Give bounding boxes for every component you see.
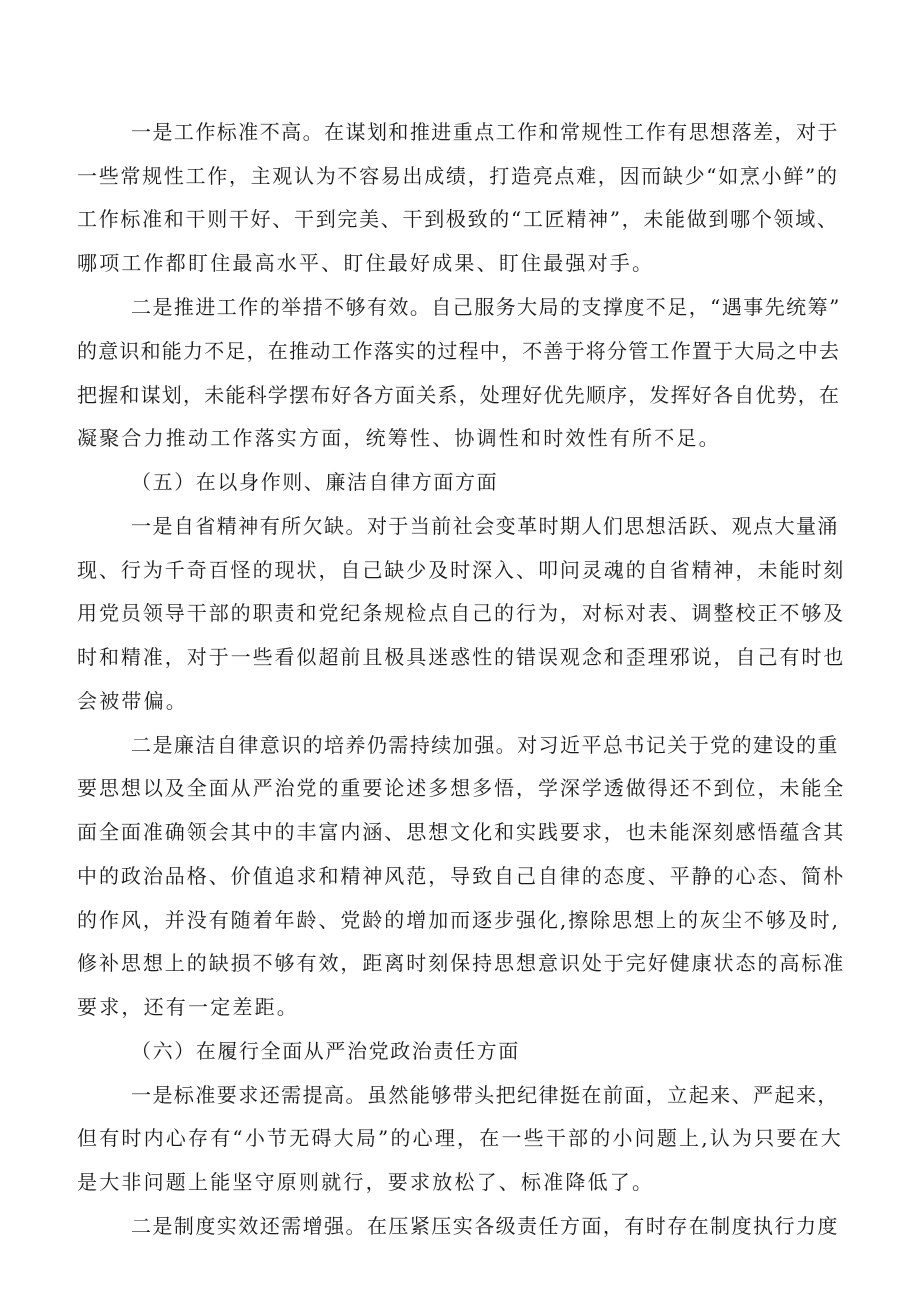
paragraph-3-line-4: 时和精准，对于一些看似超前且极具迷惑性的错误观念和歪理邪说，自己有时也 (77, 645, 846, 669)
paragraph-5-line-2: 但有时内心存有“小节无碍大局”的心理，在一些干部的小问题上,认为只要在大 (77, 1126, 844, 1150)
paragraph-2-line-4: 凝聚合力推动工作落实方面，统筹性、协调性和时效性有所不足。 (77, 426, 721, 450)
section-heading-5: （五）在以身作则、廉洁自律方面方面 (131, 470, 499, 494)
paragraph-2-line-3: 把握和谋划，未能科学摆布好各方面关系，处理好优先顺序，发挥好各自优势，在 (77, 383, 841, 407)
paragraph-1-line-2: 一些常规性工作，主观认为不容易出成绩，打造亮点难，因而缺少“如烹小鲜”的 (77, 164, 839, 188)
paragraph-1-line-4: 哪项工作都盯住最高水平、盯住最好成果、盯住最强对手。 (77, 251, 655, 275)
paragraph-3-line-2: 现、行为千奇百怪的现状，自己缺少及时深入、叩问灵魂的自省精神，未能时刻 (77, 558, 846, 582)
paragraph-3-line-5: 会被带偏。 (77, 689, 188, 713)
paragraph-5-line-3: 是大非问题上能坚守原则就行，要求放松了、标准降低了。 (77, 1170, 655, 1194)
paragraph-1-line-1: 一是工作标准不高。在谋划和推进重点工作和常规性工作有思想落差，对于 (131, 120, 839, 144)
paragraph-2-line-1: 二是推进工作的举措不够有效。自己服务大局的支撑度不足，“遇事先统筹” (131, 295, 841, 319)
paragraph-5-line-1: 一是标准要求还需提高。虽然能够带头把纪律挺在前面，立起来、严起来， (131, 1083, 839, 1107)
paragraph-4-line-3: 面全面准确领会其中的丰富内涵、思想文化和实践要求，也未能深刻感悟蕴含其 (77, 820, 846, 844)
paragraph-4-line-6: 修补思想上的缺损不够有效，距离时刻保持思想意识处于完好健康状态的高标准 (77, 951, 846, 975)
section-heading-6: （六）在履行全面从严治党政治责任方面 (131, 1039, 520, 1063)
paragraph-4-line-5: 的作风，并没有随着年龄、党龄的增加而逐步强化,擦除思想上的灰尘不够及时, (77, 908, 840, 932)
paragraph-1-line-3: 工作标准和干则干好、干到完美、干到极致的“工匠精神”，未能做到哪个领域、 (77, 207, 839, 231)
paragraph-4-line-7: 要求，还有一定差距。 (77, 995, 299, 1019)
paragraph-4-line-1: 二是廉洁自律意识的培养仍需持续加强。对习近平总书记关于党的建设的重 (131, 733, 839, 757)
paragraph-3-line-1: 一是自省精神有所欠缺。对于当前社会变革时期人们思想活跃、观点大量涌 (131, 514, 839, 538)
paragraph-4-line-2: 要思想以及全面从严治党的重要论述多想多悟，学深学透做得还不到位，未能全 (77, 776, 846, 800)
paragraph-4-line-4: 中的政治品格、价值追求和精神风范，导致自己自律的态度、平静的心态、简朴 (77, 864, 846, 888)
paragraph-3-line-3: 用党员领导干部的职责和党纪条规检点自己的行为，对标对表、调整校正不够及 (77, 601, 846, 625)
paragraph-6-line-1: 二是制度实效还需增强。在压紧压实各级责任方面，有时存在制度执行力度 (131, 1214, 839, 1238)
paragraph-2-line-2: 的意识和能力不足，在推动工作落实的过程中，不善于将分管工作置于大局之中去 (77, 339, 841, 363)
